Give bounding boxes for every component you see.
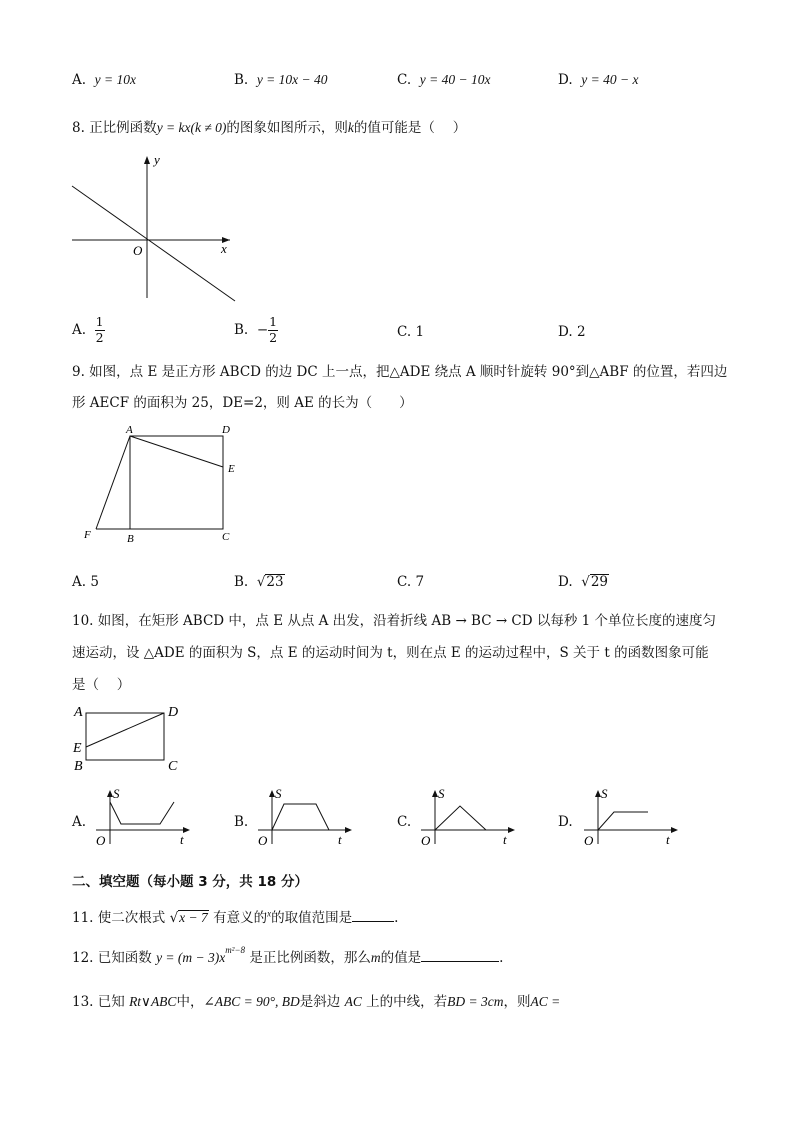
q10-graph-d — [576, 784, 686, 850]
t-axis-arrow — [183, 827, 190, 833]
section-title: 二、填空题（每小题 3 分，共 18 分） — [72, 874, 308, 890]
q10-figure — [66, 700, 196, 776]
sqrt: √x − 7 — [169, 910, 208, 926]
q8-option-c[interactable]: C. 1 — [397, 324, 425, 340]
label-c: C — [222, 531, 230, 543]
o-label: O — [584, 833, 594, 848]
q10-graph-b — [250, 784, 360, 850]
o-label: O — [258, 833, 268, 848]
q10-option-b[interactable]: B. — [234, 814, 249, 830]
q8-option-a[interactable]: A. $\frac{1}{2}$ — [72, 314, 104, 345]
q11-stem: 11. 使二次根式 √x − 7 有意义的$^x$的取值范围是 . — [72, 908, 399, 926]
label-a: A — [74, 705, 83, 720]
label-f: F — [84, 529, 91, 541]
q10-stem-line1: 10. 如图，在矩形 ABCD 中，点 E 从点 A 出发，沿着折线 AB → BC → CD 以每秒 1 个单位长度的速度匀 — [72, 613, 717, 629]
segment-ae — [130, 436, 223, 467]
q10-stem-line3: 是（ ） — [72, 677, 131, 693]
q8-stem: 8. 正比例函数y = kx(k ≠ 0)的图象如图所示，则k的值可能是（ ） — [72, 120, 467, 136]
q9-option-b[interactable]: B. √23 — [234, 574, 284, 590]
label-a: A — [126, 424, 133, 436]
t-label: t — [503, 832, 507, 847]
q9-option-d[interactable]: D. √29 — [558, 574, 609, 590]
q10-option-d[interactable]: D. — [558, 814, 573, 830]
q13-stem: 13. 已知 Rt∨ABC中，∠ABC = 90°, BD是斜边 AC 上的中线，若BD = 3cm，则AC = — [72, 994, 561, 1010]
fraction: $\frac{1}{2}$ — [269, 314, 278, 345]
answer-blank[interactable] — [352, 909, 394, 922]
s-label: S — [113, 786, 120, 801]
label-d: D — [222, 424, 230, 436]
q10-option-a[interactable]: A. — [72, 814, 87, 830]
segment-af — [96, 436, 130, 529]
label-e: E — [228, 463, 235, 475]
label-b: B — [127, 533, 134, 545]
label-b: B — [74, 759, 83, 774]
rectangle-abcd — [86, 713, 164, 760]
q9-stem-line2: 形 AECF 的面积为 25，DE=2，则 AE 的长为（ ） — [72, 395, 413, 411]
fraction: $\frac{1}{2}$ — [95, 314, 104, 345]
sqrt: √23 — [256, 574, 284, 590]
o-label: O — [421, 833, 431, 848]
q7-option-d[interactable]: D. y = 40 − x — [558, 72, 639, 88]
label-e: E — [73, 741, 82, 756]
square-abcd — [130, 436, 223, 529]
q7-option-b[interactable]: B. y = 10x − 40 — [234, 72, 328, 88]
answer-blank[interactable] — [421, 949, 499, 962]
q7-option-c[interactable]: C. y = 40 − 10x — [397, 72, 491, 88]
t-axis-arrow — [671, 827, 678, 833]
curve — [272, 804, 329, 830]
q9-option-c[interactable]: C. 7 — [397, 574, 425, 590]
q10-graph-c — [413, 784, 523, 850]
segment-ed — [86, 713, 164, 747]
q7-option-a[interactable]: A. y = 10x — [72, 72, 136, 88]
q10-stem-line2: 速运动，设 △ADE 的面积为 S，点 E 的运动时间为 t，则在点 E 的运动过程中，S 关于 t 的函数图象可能 — [72, 645, 709, 661]
curve — [435, 806, 486, 830]
q9-figure — [80, 420, 250, 550]
origin-label: O — [133, 243, 143, 258]
t-label: t — [338, 832, 342, 847]
curve — [598, 812, 648, 830]
q9-stem-line1: 9. 如图，点 E 是正方形 ABCD 的边 DC 上一点，把△ADE 绕点 A 顺时针旋转 90°到△ABF 的位置，若四边 — [72, 364, 728, 380]
x-label: x — [221, 241, 227, 256]
y-axis-arrow — [144, 156, 150, 164]
curve — [110, 802, 174, 824]
s-label: S — [275, 786, 282, 801]
t-label: t — [180, 832, 184, 847]
t-axis-arrow — [508, 827, 515, 833]
s-label: S — [438, 786, 445, 801]
t-label: t — [666, 832, 670, 847]
label-c: C — [168, 759, 178, 774]
sqrt: √29 — [581, 574, 609, 590]
q8-option-d[interactable]: D. 2 — [558, 324, 586, 340]
function-line — [72, 186, 235, 301]
t-axis-arrow — [345, 827, 352, 833]
q8-option-b[interactable]: B. − $\frac{1}{2}$ — [234, 314, 278, 345]
s-label: S — [601, 786, 608, 801]
y-label: y — [154, 152, 160, 167]
q10-graph-a — [88, 784, 198, 850]
o-label: O — [96, 833, 106, 848]
q12-stem: 12. 已知函数 $y = (m - 3)x^{m^2-8}$ 是正比例函数，那么m的值是 . — [72, 944, 504, 966]
q8-graph — [60, 148, 250, 308]
q10-option-c[interactable]: C. — [397, 814, 412, 830]
q9-option-a[interactable]: A. 5 — [72, 574, 99, 590]
label-d: D — [168, 705, 179, 720]
